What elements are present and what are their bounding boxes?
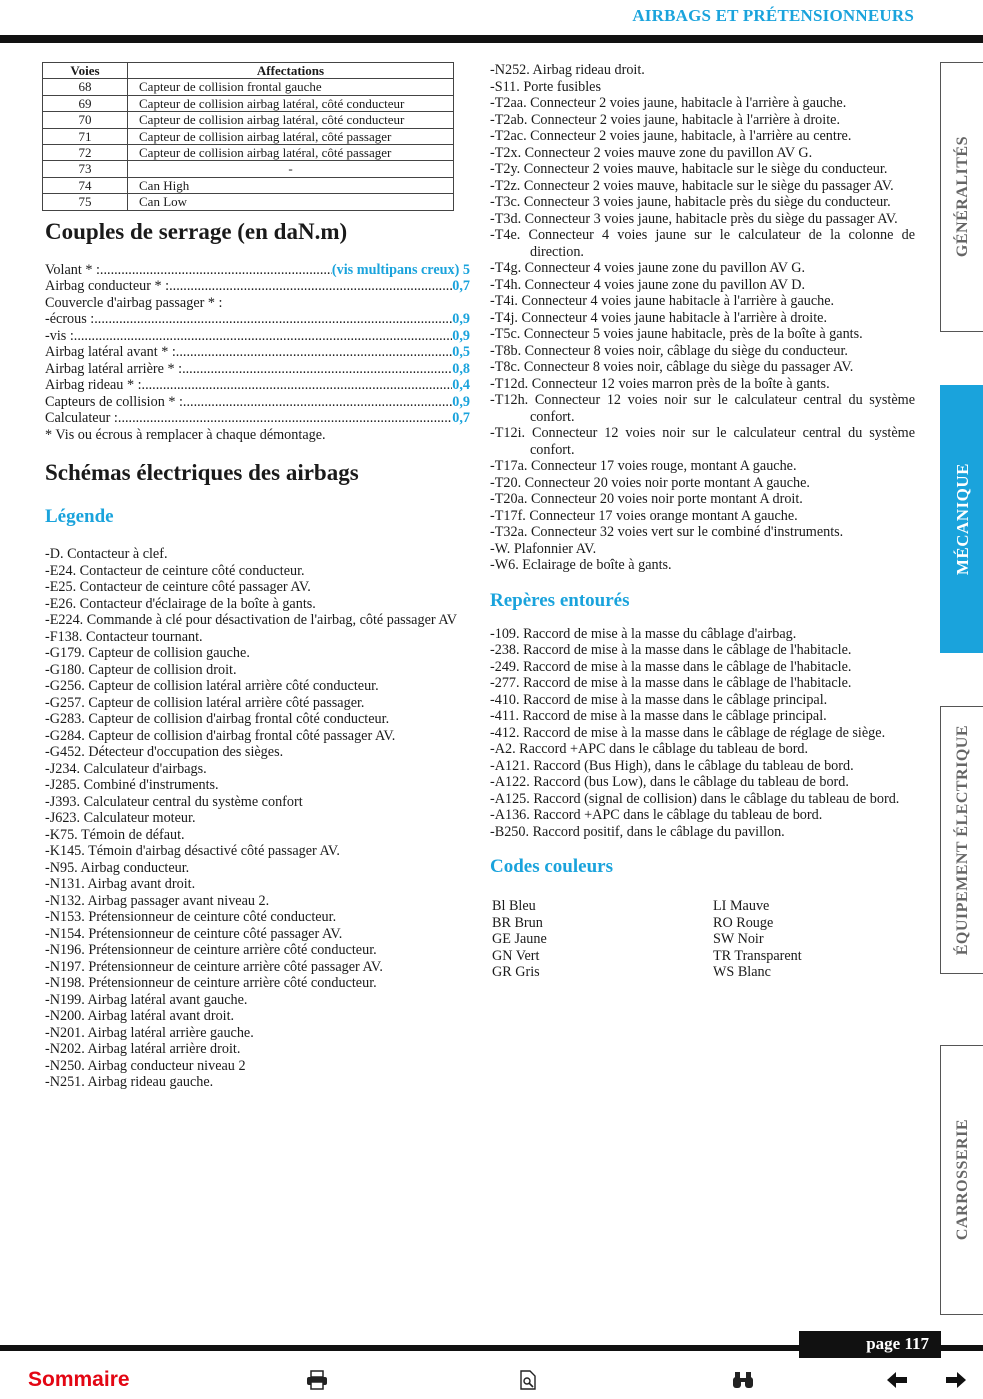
voies-table xyxy=(42,62,454,211)
leader-dots xyxy=(169,278,452,295)
torque-row xyxy=(45,328,470,345)
list-item: -N200. Airbag latéral avant droit. xyxy=(45,1008,235,1025)
header-title: AIRBAGS ET PRÉTENSIONNEURS xyxy=(632,6,914,25)
table-row xyxy=(43,161,454,177)
list-item: -G256. Capteur de collision latéral arrière côté conducteur. xyxy=(45,678,379,695)
list-item: -A2. Raccord +APC dans le câblage du tableau de bord. xyxy=(490,741,809,757)
table-cell-affectation: Capteur de collision airbag latéral, côté passager xyxy=(128,145,454,161)
table-row xyxy=(43,177,454,193)
section-title: Schémas électriques des airbags xyxy=(45,460,359,486)
table-cell-affectation: Capteur de collision frontal gauche xyxy=(128,79,454,95)
table-row xyxy=(43,194,454,210)
color-code: BR Brun xyxy=(492,914,543,931)
table-row xyxy=(43,112,454,128)
list-item: -T2ac. Connecteur 2 voies jaune, habitacle, à l'arrière au centre. xyxy=(490,128,852,144)
color-code: GR Gris xyxy=(492,964,540,980)
torque-label: Airbag conducteur * : xyxy=(45,278,170,295)
torque-value: 0,5 xyxy=(452,344,470,361)
leader-dots xyxy=(74,328,452,345)
list-item: -T12i. Connecteur 12 voies noir sur le calculateur central du système confort. xyxy=(490,425,915,458)
list-item: -A121. Raccord (Bus High), dans le câblage du tableau de bord. xyxy=(490,757,854,774)
list-item: -E25. Contacteur de ceinture côté passager AV. xyxy=(45,579,311,596)
torque-value: 0,4 xyxy=(452,377,470,394)
list-item: -N153. Prétensionneur de ceinture côté conducteur. xyxy=(45,909,337,926)
list-item: -W. Plafonnier AV. xyxy=(490,540,597,557)
arrow-right-icon[interactable] xyxy=(945,1370,967,1395)
list-item: -A136. Raccord +APC dans le câblage du tableau de bord. xyxy=(490,807,823,823)
torque-label: Capteurs de collision * : xyxy=(45,393,183,410)
left-column xyxy=(45,62,470,1091)
list-item: -T32a. Connecteur 32 voies vert sur le combiné d'instruments. xyxy=(490,524,844,540)
leader-dots xyxy=(118,410,452,427)
list-item: -G179. Capteur de collision gauche. xyxy=(45,645,250,662)
list-item: -T20. Connecteur 20 voies noir porte montant A gauche. xyxy=(490,474,810,491)
color-code: GN Vert xyxy=(492,947,540,964)
list-item: -N202. Airbag latéral arrière droit. xyxy=(45,1041,241,1058)
sommaire-link[interactable]: Sommaire xyxy=(28,1368,130,1391)
list-item: -N196. Prétensionneur de ceinture arrière côté conducteur. xyxy=(45,942,377,959)
legend-list xyxy=(45,546,470,1091)
list-item: -T12d. Connecteur 12 voies marron près de la boîte à gants. xyxy=(490,375,830,392)
table-header: Affectations xyxy=(128,63,454,79)
torque-label: Volant * : xyxy=(45,261,100,278)
list-item: -N197. Prétensionneur de ceinture arrière côté passager AV. xyxy=(45,958,383,975)
legend-list xyxy=(490,62,915,574)
torque-row: Couvercle d'airbag passager * : xyxy=(45,294,223,311)
binoculars-icon[interactable] xyxy=(731,1370,755,1395)
list-item: -N199. Airbag latéral avant gauche. xyxy=(45,991,248,1008)
list-item: -E26. Contacteur d'éclairage de la boîte à gants. xyxy=(45,595,316,612)
color-code: Bl Bleu xyxy=(492,898,536,914)
right-column xyxy=(490,62,915,981)
list-item: -S11. Porte fusibles xyxy=(490,78,601,95)
list-item: -T8b. Connecteur 8 voies noir, câblage du siège du conducteur. xyxy=(490,342,848,359)
list-item: -A122. Raccord (bus Low), dans le câblage du tableau de bord. xyxy=(490,774,849,790)
list-item: -T20a. Connecteur 20 voies noir porte montant A droit. xyxy=(490,491,803,507)
leader-dots xyxy=(182,361,452,378)
leader-dots xyxy=(183,394,452,411)
reperes-list xyxy=(490,626,915,841)
list-item: -T5c. Connecteur 5 voies jaune habitacle, près de la boîte à gants. xyxy=(490,326,863,342)
table-row xyxy=(43,128,454,144)
list-item: -N132. Airbag passager avant niveau 2. xyxy=(45,892,270,909)
list-item: -T4e. Connecteur 4 voies jaune sur le calculateur de la colonne de direction. xyxy=(490,227,915,260)
color-codes xyxy=(492,898,915,981)
list-item: -T12h. Connecteur 12 voies noir sur le calculateur central du système confort. xyxy=(490,392,915,425)
list-item: -T4j. Connecteur 4 voies jaune habitacle à l'arrière à droite. xyxy=(490,309,827,326)
subsection-title: Codes couleurs xyxy=(490,856,613,877)
table-cell-voie: 69 xyxy=(43,95,128,111)
table-cell-voie: 70 xyxy=(43,112,128,128)
table-cell-voie: 72 xyxy=(43,145,128,161)
print-icon[interactable] xyxy=(306,1370,328,1395)
list-item: -D. Contacteur à clef. xyxy=(45,546,168,563)
table-cell-voie: 73 xyxy=(43,161,128,177)
torque-value: 0,9 xyxy=(452,393,470,410)
list-item: -E24. Contacteur de ceinture côté conducteur. xyxy=(45,562,305,579)
list-item: -J234. Calculateur d'airbags. xyxy=(45,760,207,777)
color-code: RO Rouge xyxy=(713,914,774,931)
tab-generalites[interactable]: GÉNÉRALITÉS xyxy=(940,62,983,332)
torque-row xyxy=(45,377,470,394)
document-search-icon[interactable] xyxy=(519,1370,537,1395)
torque-row xyxy=(45,394,470,411)
header-bar xyxy=(0,35,983,43)
table-cell-voie: 71 xyxy=(43,128,128,144)
subsection-title: Repères entourés xyxy=(490,589,630,611)
page-number-box xyxy=(799,1331,941,1358)
torque-label: Airbag latéral arrière * : xyxy=(45,360,183,377)
arrow-left-icon[interactable] xyxy=(886,1370,908,1395)
list-item: -T2aa. Connecteur 2 voies jaune, habitacle à l'arrière à gauche. xyxy=(490,95,847,111)
table-row xyxy=(43,145,454,161)
list-item: -A125. Raccord (signal de collision) dans le câblage du tableau de bord. xyxy=(490,790,900,807)
torque-label: Airbag rideau * : xyxy=(45,377,142,394)
list-item: -T4h. Connecteur 4 voies jaune zone du pavillon AV D. xyxy=(490,276,806,293)
color-code: GE Jaune xyxy=(492,931,547,947)
torque-row xyxy=(45,262,470,279)
table-cell-affectation: Capteur de collision airbag latéral, côté conducteur xyxy=(128,112,454,128)
torque-note: * Vis ou écrous à remplacer à chaque démontage. xyxy=(45,426,326,443)
list-item: -G452. Détecteur d'occupation des sièges. xyxy=(45,744,284,761)
leader-dots xyxy=(100,262,332,279)
list-item: -F138. Contacteur tournant. xyxy=(45,628,203,645)
table-row xyxy=(43,79,454,95)
list-item: -T17f. Connecteur 17 voies orange montant A gauche. xyxy=(490,507,798,524)
list-item: -N131. Airbag avant droit. xyxy=(45,876,196,893)
list-item: -G284. Capteur de collision d'airbag frontal côté passager AV. xyxy=(45,727,396,744)
list-item: -412. Raccord de mise à la masse dans le câblage de réglage de siège. xyxy=(490,724,886,741)
torque-list xyxy=(45,262,470,427)
section-title: Couples de serrage (en daN.m) xyxy=(45,218,348,244)
table-cell-voie: 74 xyxy=(43,177,128,193)
torque-value: 0,9 xyxy=(452,311,470,328)
color-code: TR Transparent xyxy=(713,947,802,964)
list-item: -E224. Commande à clé pour désactivation de l'airbag, côté passager AV xyxy=(45,612,458,629)
list-item: -N95. Airbag conducteur. xyxy=(45,859,190,876)
torque-value: (vis multipans creux) 5 xyxy=(331,261,470,278)
list-item: -G283. Capteur de collision d'airbag frontal côté conducteur. xyxy=(45,711,390,728)
list-item: -N252. Airbag rideau droit. xyxy=(490,62,645,78)
table-cell-affectation: - xyxy=(128,161,454,177)
list-item: -G180. Capteur de collision droit. xyxy=(45,661,237,678)
torque-label: -vis : xyxy=(45,327,74,344)
list-item: -410. Raccord de mise à la masse dans le câblage principal. xyxy=(490,691,828,708)
list-item: -K75. Témoin de défaut. xyxy=(45,826,185,843)
list-item: -T8c. Connecteur 8 voies noir, câblage du siège du passager AV. xyxy=(490,359,854,375)
torque-value: 0,8 xyxy=(452,360,470,377)
torque-value: 0,7 xyxy=(452,410,470,427)
list-item: -N250. Airbag conducteur niveau 2 xyxy=(45,1057,246,1074)
table-cell-affectation: Capteur de collision airbag latéral, côté passager xyxy=(128,128,454,144)
list-item: -T3d. Connecteur 3 voies jaune, habitacle près du siège du passager AV. xyxy=(490,210,898,227)
table-cell-voie: 68 xyxy=(43,79,128,95)
color-code: WS Blanc xyxy=(713,964,771,980)
torque-value: 0,9 xyxy=(452,327,470,344)
list-item: -B250. Raccord positif, dans le câblage du pavillon. xyxy=(490,823,785,840)
list-item: -T2x. Connecteur 2 voies mauve zone du pavillon AV G. xyxy=(490,144,813,161)
torque-label: Calculateur : xyxy=(45,410,118,427)
subsection-title: Légende xyxy=(45,506,114,528)
table-cell-affectation: Can Low xyxy=(128,194,454,210)
list-item: -T4g. Connecteur 4 voies jaune zone du pavillon AV G. xyxy=(490,260,806,276)
list-item: -G257. Capteur de collision latéral arrière côté passager. xyxy=(45,694,365,711)
tab-equipement-electrique[interactable]: ÉQUIPEMENT ÉLECTRIQUE xyxy=(940,706,983,974)
list-item: -277. Raccord de mise à la masse dans le câblage de l'habitacle. xyxy=(490,675,852,691)
torque-row xyxy=(45,344,470,361)
list-item: -J285. Combiné d'instruments. xyxy=(45,777,219,794)
leader-dots xyxy=(142,377,453,394)
torque-row xyxy=(45,361,470,378)
torque-row xyxy=(45,311,470,328)
list-item: -N154. Prétensionneur de ceinture côté passager AV. xyxy=(45,925,343,942)
list-item: -T4i. Connecteur 4 voies jaune habitacle à l'arrière à gauche. xyxy=(490,293,835,309)
list-item: -238. Raccord de mise à la masse dans le câblage de l'habitacle. xyxy=(490,642,852,658)
list-item: -J623. Calculateur moteur. xyxy=(45,810,196,827)
list-item: -W6. Eclairage de boîte à gants. xyxy=(490,557,672,573)
torque-value: 0,7 xyxy=(452,278,470,295)
tab-mecanique[interactable]: MÉCANIQUE xyxy=(940,385,983,653)
list-item: -249. Raccord de mise à la masse dans le câblage de l'habitacle. xyxy=(490,658,852,675)
torque-label: Airbag latéral avant * : xyxy=(45,344,176,361)
table-cell-affectation: Capteur de collision airbag latéral, côté conducteur xyxy=(128,95,454,111)
torque-row xyxy=(45,410,470,427)
page-number: page 117 xyxy=(866,1334,929,1353)
table-cell-voie: 75 xyxy=(43,194,128,210)
list-item: -T3c. Connecteur 3 voies jaune, habitacle près du siège du conducteur. xyxy=(490,194,891,210)
table-row xyxy=(43,95,454,111)
leader-dots xyxy=(94,311,452,328)
list-item: -N201. Airbag latéral arrière gauche. xyxy=(45,1024,254,1041)
list-item: -K145. Témoin d'airbag désactivé côté passager AV. xyxy=(45,843,340,860)
list-item: -N251. Airbag rideau gauche. xyxy=(45,1074,214,1091)
torque-label: -écrous : xyxy=(45,311,95,328)
color-code: SW Noir xyxy=(713,931,764,947)
list-item: -411. Raccord de mise à la masse dans le câblage principal. xyxy=(490,708,827,724)
list-item: -109. Raccord de mise à la masse du câblage d'airbag. xyxy=(490,625,797,642)
leader-dots xyxy=(176,344,452,361)
list-item: -T2z. Connecteur 2 voies mauve, habitacle sur le siège du passager AV. xyxy=(490,177,894,194)
torque-row xyxy=(45,278,470,295)
list-item: -N198. Prétensionneur de ceinture arrière côté conducteur. xyxy=(45,975,377,992)
list-item: -T17a. Connecteur 17 voies rouge, montant A gauche. xyxy=(490,458,797,474)
table-header-row xyxy=(43,63,454,79)
list-item: -T2ab. Connecteur 2 voies jaune, habitacle à l'arrière à droite. xyxy=(490,111,840,128)
list-item: -T2y. Connecteur 2 voies mauve, habitacle sur le siège du conducteur. xyxy=(490,161,888,177)
table-cell-affectation: Can High xyxy=(128,177,454,193)
list-item: -J393. Calculateur central du système confort xyxy=(45,793,303,810)
table-header: Voies xyxy=(43,63,128,79)
tab-carrosserie[interactable]: CARROSSERIE xyxy=(940,1045,983,1315)
color-code: LI Mauve xyxy=(713,898,770,914)
